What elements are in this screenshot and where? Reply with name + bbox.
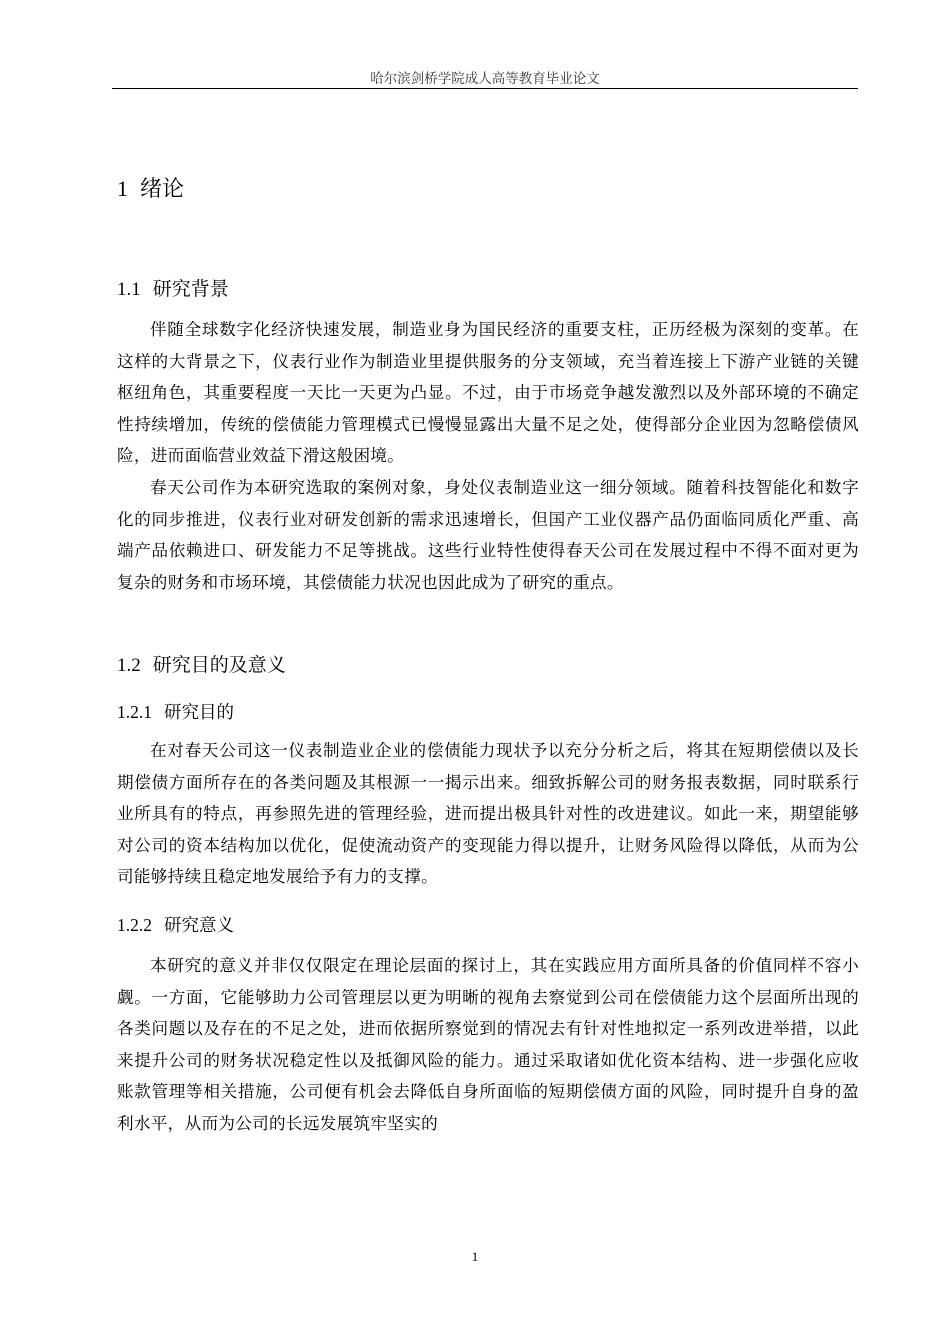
chapter-heading xyxy=(117,172,184,203)
section-title: 研究目的及意义 xyxy=(152,654,286,676)
subsection-heading-1-2-1 xyxy=(117,699,234,724)
header-divider xyxy=(112,88,858,89)
running-header: 哈尔滨剑桥学院成人高等教育毕业论文 xyxy=(370,71,600,87)
chapter-number: 1 xyxy=(117,176,128,201)
paragraph-background-2: 春天公司作为本研究选取的案例对象，身处仪表制造业这一细分领域。随着科技智能化和数字化的同步推进，仪表行业对研发创新的需求迅速增长，但国产工业仪器产品仍面临同质化严重、高端产品依赖进口、研发能力不足等挑战。这些行业特性使得春天公司在发展过程中不得不面对更为复杂的财务和市场环境，其偿债能力状况也因此成为了研究的重点。 xyxy=(117,478,859,592)
subsection-number: 1.2.1 xyxy=(117,702,152,722)
section-number: 1.2 xyxy=(117,655,141,676)
section-heading-1-2 xyxy=(117,650,286,677)
subsection-title: 研究目的 xyxy=(164,703,234,723)
subsection-heading-1-2-2 xyxy=(117,912,234,937)
chapter-title: 绪论 xyxy=(140,177,185,202)
paragraph-significance: 本研究的意义并非仅仅限定在理论层面的探讨上，其在实践应用方面所具备的价值同样不容小觑。一方面，它能够助力公司管理层以更为明晰的视角去察觉到公司在偿债能力这个层面所出现的各类问题以及存在的不足之处，进而依据所察觉到的情况去有针对性地拟定一系列改进举措，以此来提升公司的财务状况稳定性以及抵御风险的能力。通过采取诸如优化资本结构、进一步强化应收账款管理等相关措施，公司便有机会去降低自身所面临的短期偿债方面的风险，同时提升自身的盈利水平，从而为公司的长远发展筑牢坚实的 xyxy=(117,956,859,1133)
paragraph-purpose: 在对春天公司这一仪表制造业企业的偿债能力现状予以充分分析之后，将其在短期偿债以及长期偿债方面所存在的各类问题及其根源一一揭示出来。细致拆解公司的财务报表数据，同时联系行业所具有的特点，再参照先进的管理经验，进而提出极具针对性的改进建议。如此一来，期望能够对公司的资本结构加以优化，促使流动资产的变现能力得以提升，让财务风险得以降低，从而为公司能够持续且稳定地发展给予有力的支撑。 xyxy=(117,741,859,887)
page-number: 1 xyxy=(471,1249,479,1264)
section-title: 研究背景 xyxy=(152,278,229,300)
subsection-number: 1.2.2 xyxy=(117,915,152,935)
paragraph-background-1: 伴随全球数字化经济快速发展，制造业身为国民经济的重要支柱，正历经极为深刻的变革。在这样的大背景之下，仪表行业作为制造业里提供服务的分支领域，充当着连接上下游产业链的关键枢纽角色，其重要程度一天比一天更为凸显。不过，由于市场竞争越发激烈以及外部环境的不确定性持续增加，传统的偿债能力管理模式已慢慢显露出大量不足之处，使得部分企业因为忽略偿债风险，进而面临营业效益下滑这般困境。 xyxy=(117,320,859,466)
section-heading-1-1 xyxy=(117,274,229,301)
subsection-title: 研究意义 xyxy=(164,916,234,936)
section-number: 1.1 xyxy=(117,279,141,300)
